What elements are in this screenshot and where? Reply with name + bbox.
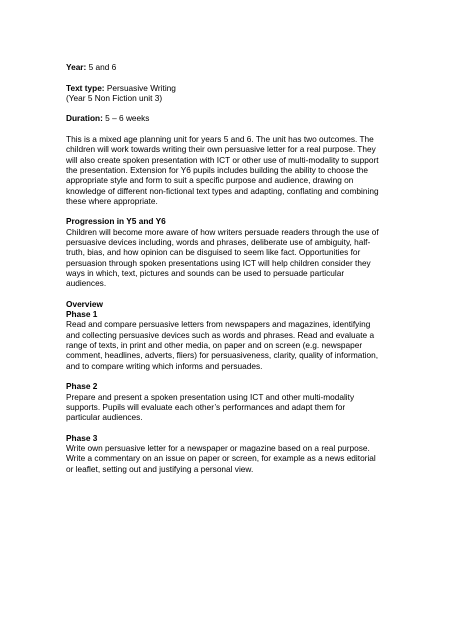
phase2-line: supports. Pupils will evaluate each other’s performances and adapt them for bbox=[66, 401, 346, 412]
duration-value: 5 – 6 weeks bbox=[102, 113, 150, 124]
phase1-line: Read and compare persuasive letters from newspapers and magazines, identifying bbox=[66, 319, 371, 330]
document-page bbox=[66, 62, 402, 484]
phase1-line: range of texts, in print and other media, on paper and on screen (e.g. newspaper bbox=[66, 340, 363, 351]
intro-line: these where appropriate. bbox=[66, 195, 158, 206]
text-type-block bbox=[66, 83, 402, 104]
phase3-line: Write a commentary on an issue on paper or screen, for example as a news editorial bbox=[66, 453, 376, 464]
phase1-line: and collecting persuasive devices such as words and phrases. Read and evaluate a bbox=[66, 329, 375, 340]
progression-line: audiences. bbox=[66, 278, 107, 289]
year-value: 5 and 6 bbox=[86, 62, 117, 72]
intro-line: This is a mixed age planning unit for years 5 and 6. The unit has two outcomes. The bbox=[66, 134, 374, 145]
text-type-value: Persuasive Writing bbox=[104, 82, 176, 93]
phase1-line: and to compare writing which informs and persuades. bbox=[66, 360, 263, 371]
phase2-heading: Phase 2 bbox=[66, 381, 98, 392]
phase2-section bbox=[66, 381, 402, 422]
intro-line: will also create spoken presentation with ICT or other use of multi-modality to support bbox=[66, 154, 379, 165]
overview-phase1-section bbox=[66, 299, 402, 371]
phase2-line: Prepare and present a spoken presentation using ICT and other multi-modality bbox=[66, 391, 355, 402]
progression-section bbox=[66, 216, 402, 288]
year-label: Year: bbox=[66, 62, 87, 72]
text-type-sub: (Year 5 Non Fiction unit 3) bbox=[66, 92, 163, 103]
overview-heading: Overview bbox=[66, 298, 103, 309]
phase3-section bbox=[66, 433, 402, 474]
text-type-label: Text type: bbox=[66, 82, 105, 93]
phase3-line: Write own persuasive letter for a newspaper or magazine based on a real purpose. bbox=[66, 442, 370, 453]
phase1-line: comment, headlines, adverts, fliers) for persuasiveness, clarity, quality of information, bbox=[66, 350, 379, 361]
intro-line: knowledge of different non-fictional text types and adapting, conflating and combining bbox=[66, 185, 379, 196]
progression-line: persuasive devices including, words and phrases, deliberate use of ambiguity, half- bbox=[66, 237, 371, 248]
phase3-heading: Phase 3 bbox=[66, 432, 98, 443]
progression-line: truth, bias, and how opinion can be disguised to seem like fact. Opportunities for bbox=[66, 247, 361, 258]
progression-heading: Progression in Y5 and Y6 bbox=[66, 216, 166, 227]
phase1-heading: Phase 1 bbox=[66, 309, 98, 320]
duration-line bbox=[66, 113, 402, 123]
intro-line: appropriate style and form to suit a specific purpose and audience, drawing on bbox=[66, 175, 354, 186]
year-line bbox=[66, 62, 402, 72]
phase2-line: particular audiences. bbox=[66, 412, 143, 423]
duration-label: Duration: bbox=[66, 113, 103, 124]
intro-line: children will work towards writing their own persuasive letter for a real purpose. They bbox=[66, 144, 376, 155]
progression-line: persuasion through spoken presentations using ICT will help children consider they bbox=[66, 257, 371, 268]
phase3-line: or leaflet, setting out and justifying a personal view. bbox=[66, 463, 254, 474]
progression-line: Children will become more aware of how writers persuade readers through the use of bbox=[66, 226, 379, 237]
intro-line: the presentation. Extension for Y6 pupils includes building the ability to choose the bbox=[66, 164, 368, 175]
progression-line: ways in which, text, pictures and sounds can be used to persuade particular bbox=[66, 267, 345, 278]
intro-paragraph bbox=[66, 134, 402, 206]
